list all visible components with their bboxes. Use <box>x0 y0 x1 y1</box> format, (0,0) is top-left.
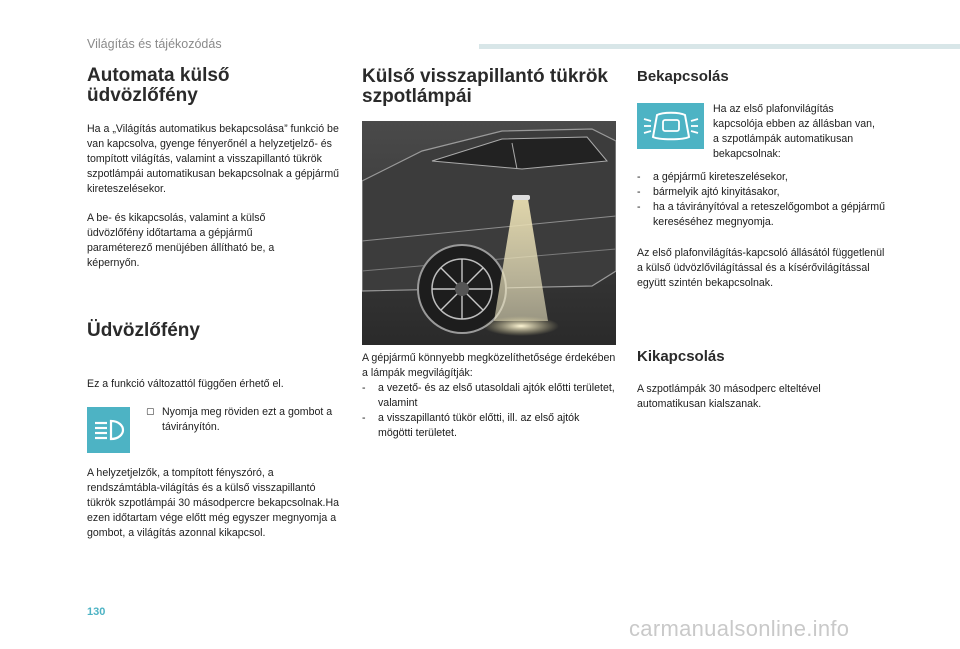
para-settings: A be- és kikapcsolás, valamint a külső üdvözlőfény időtartama a gépjármű paraméterező menüjében állítható be, a képernyőn. <box>87 211 275 269</box>
column-2 <box>362 67 617 107</box>
title-automatic-welcome-light: Automata külső üdvözlőfény <box>87 65 230 106</box>
title-mirror-spotlights: Külső visszapillantó tükrök szpotlámpái <box>362 66 608 107</box>
column-1 <box>87 66 342 271</box>
car-light-icon <box>637 103 704 149</box>
list-item: - ha a távirányítóval a reteszelőgombot a gépjármű kereséséhez megnyomja. <box>637 200 892 230</box>
para-switch-off: A szpotlámpák 30 másodperc elteltével automatikusan kialszanak. <box>637 382 821 410</box>
page-number: 130 <box>87 606 106 618</box>
para-lights-wrap <box>87 466 342 541</box>
section-title: Világítás és tájékozódás <box>87 37 222 51</box>
ceiling-switch-text: Ha az első plafonvilágítás kapcsolója ebben az állásban van, a szpotlámpák automatikusan bekapcsolnak: <box>713 103 875 160</box>
icon-note-remote <box>146 405 341 435</box>
list-item: - a gépjármű kireteszelésekor, <box>637 170 892 185</box>
spotlight-intro: A gépjármű könnyebb megközelíthetősége érdekében a lámpák megvilágítják: <box>362 352 616 379</box>
title-switch-off: Kikapcsolás <box>637 348 725 365</box>
car-spotlight-image <box>362 121 616 345</box>
headlight-icon <box>87 407 130 453</box>
para-variant: Ez a funkció változattól függően érhető el. <box>87 378 284 390</box>
icon-note-ceiling <box>713 102 883 162</box>
remote-button-icon: ▢ <box>146 406 155 416</box>
switch-on-list-wrap <box>637 170 892 291</box>
header-rule <box>479 44 960 49</box>
column-3 <box>637 69 897 85</box>
list-item: - a visszapillantó tükör előtti, ill. az első ajtók mögötti területet. <box>362 411 617 441</box>
spotlight-areas-list <box>362 381 617 441</box>
para-lights: A helyzetjelzők, a tompított fényszóró, a rendszámtábla-világítás és a külső visszapillantó tükrök szpotlámpái 30 másodpercre bekapcsolnak.Ha ezen időtartam vége előtt még egyszer megnyomja a gombot, a világítás azonnal kikapcsol. <box>87 467 340 539</box>
column-2-text <box>362 351 617 441</box>
column-1b <box>87 321 342 341</box>
column-3b <box>637 349 892 412</box>
title-switch-on: Bekapcsolás <box>637 68 729 85</box>
list-item: - bármelyik ajtó kinyitásakor, <box>637 185 892 200</box>
para-variant-wrap <box>87 377 342 392</box>
list-item: - a vezető- és az első utasoldali ajtók előtti területet, valamint <box>362 381 617 411</box>
para-automatic: Ha a „Világítás automatikus bekapcsolása” funkció be van kapcsolva, gyenge fényerőnél a helyzetjelző- és tompított világítás, valamint a visszapillantó tükrök szpotlámpái automatikusan bekapcsolnak a gépjármű kireteszelésekor. <box>87 122 340 195</box>
para-independent: Az első plafonvilágítás-kapcsoló állásától függetlenül a külső üdvözlővilágítással és a kísérővilágítással együtt szintén bekapcsolnak. <box>637 247 885 289</box>
switch-on-list <box>637 170 892 230</box>
title-welcome-light: Üdvözlőfény <box>87 320 200 341</box>
watermark: carmanualsonline.info <box>629 616 850 641</box>
remote-instruction: Nyomja meg röviden ezt a gombot a távirányítón. <box>162 406 333 433</box>
